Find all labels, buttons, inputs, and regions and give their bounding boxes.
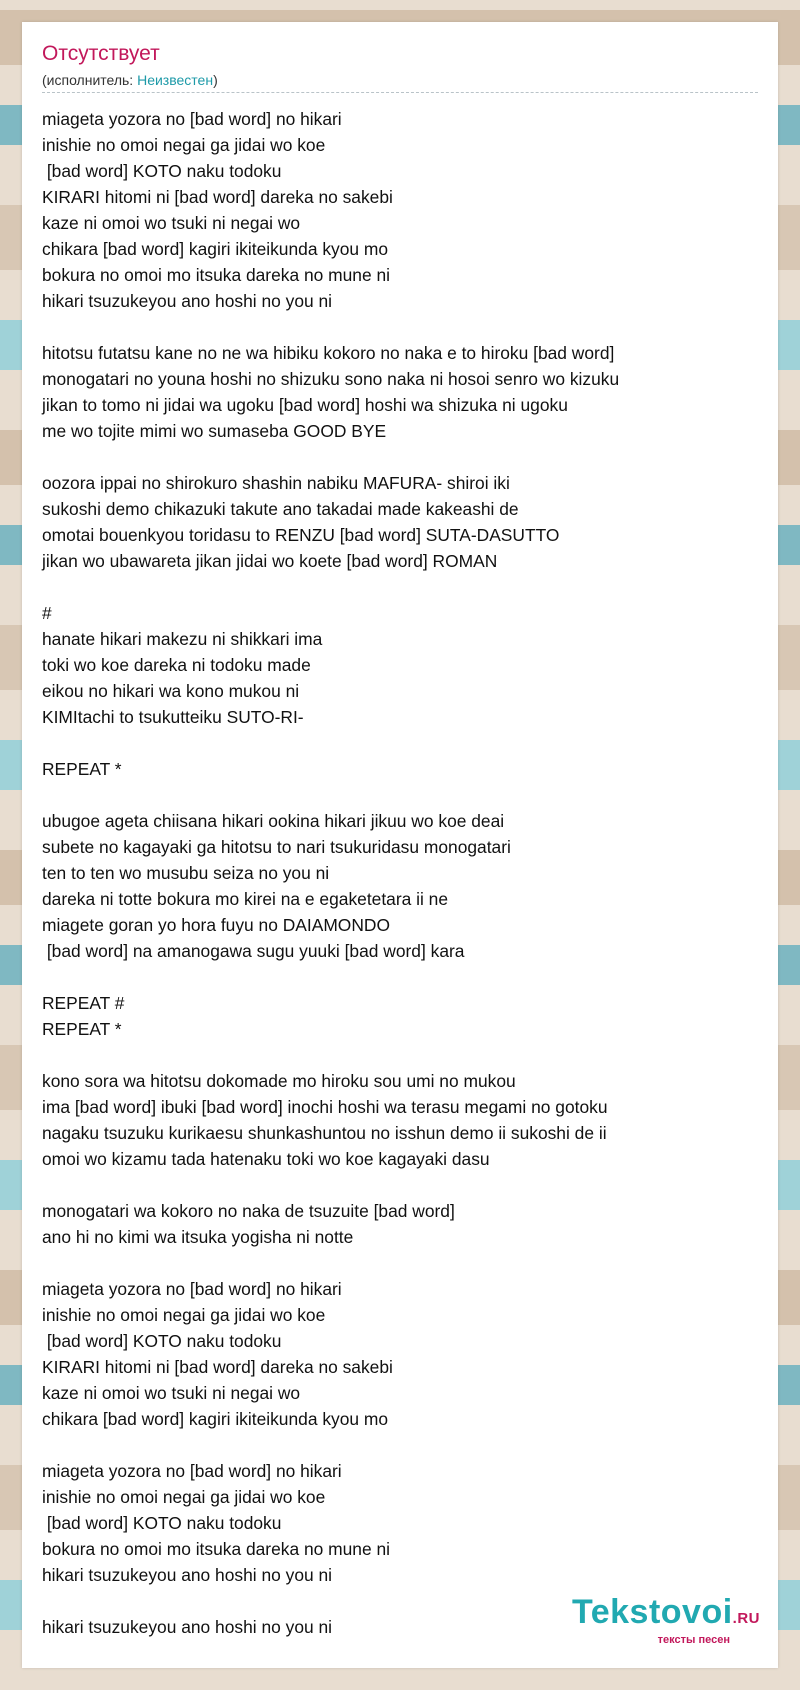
lyrics-line: eikou no hikari wa kono mukou ni (42, 681, 300, 701)
lyrics-line: kono sora wa hitotsu dokomade mo hiroku sou umi no mukou (42, 1071, 516, 1091)
lyrics-blank-line (42, 730, 758, 756)
site-logo[interactable] (572, 1595, 760, 1646)
lyrics-line: monogatari no youna hoshi no shizuku sono naka ni hosoi senro wo kizuku (42, 369, 620, 389)
lyrics-line: chikara [bad word] kagiri ikiteikunda kyou mo (42, 1409, 389, 1429)
lyrics-line: # (42, 603, 52, 623)
lyrics-line: REPEAT * (42, 759, 122, 779)
artist-suffix: ) (213, 72, 218, 88)
lyrics-blank-line (42, 782, 758, 808)
lyrics-blank-line (42, 964, 758, 990)
lyrics-line: ima [bad word] ibuki [bad word] inochi hoshi wa terasu megami no gotoku (42, 1097, 608, 1117)
lyrics-blank-line (42, 314, 758, 340)
lyrics-line: hikari tsuzukeyou ano hoshi no you ni (42, 291, 333, 311)
lyrics-line: miageta yozora no [bad word] no hikari (42, 1279, 342, 1299)
lyrics-line: oozora ippai no shirokuro shashin nabiku MAFURA- shiroi iki (42, 473, 510, 493)
lyrics-line: [bad word] na amanogawa sugu yuuki [bad word] kara (42, 941, 465, 961)
lyrics-line: me wo tojite mimi wo sumaseba GOOD BYE (42, 421, 387, 441)
lyrics-line: hanate hikari makezu ni shikkari ima (42, 629, 323, 649)
logo-wordmark (572, 1595, 760, 1636)
header-divider (42, 92, 758, 93)
lyrics-line: inishie no omoi negai ga jidai wo koe (42, 1305, 326, 1325)
lyrics-blank-line (42, 444, 758, 470)
lyrics-line: bokura no omoi mo itsuka dareka no mune ni (42, 265, 391, 285)
lyrics-line: sukoshi demo chikazuki takute ano takadai made kakeashi de (42, 499, 519, 519)
lyrics-line: chikara [bad word] kagiri ikiteikunda kyou mo (42, 239, 389, 259)
logo-tagline: тексты песен (657, 1634, 730, 1646)
lyrics-line: REPEAT * (42, 1019, 122, 1039)
lyrics-line: miageta yozora no [bad word] no hikari (42, 109, 342, 129)
lyrics-blank-line (42, 574, 758, 600)
lyrics-line: hikari tsuzukeyou ano hoshi no you ni (42, 1617, 333, 1637)
lyrics-line: jikan to tomo ni jidai wa ugoku [bad word] hoshi wa shizuka ni ugoku (42, 395, 568, 415)
lyrics-text (42, 106, 758, 1640)
lyrics-line: [bad word] KOTO naku todoku (42, 161, 282, 181)
lyrics-blank-line (42, 1172, 758, 1198)
lyrics-line: inishie no omoi negai ga jidai wo koe (42, 135, 326, 155)
lyrics-blank-line (42, 1042, 758, 1068)
logo-main-text: Tekstovoi (571, 1593, 733, 1631)
lyrics-line: KIRARI hitomi ni [bad word] dareka no sakebi (42, 1357, 393, 1377)
lyrics-blank-line (42, 1432, 758, 1458)
lyrics-line: hitotsu futatsu kane no ne wa hibiku kokoro no naka e to hiroku [bad word] (42, 343, 615, 363)
lyrics-blank-line (42, 1250, 758, 1276)
artist-prefix: (исполнитель: (42, 72, 138, 88)
lyrics-line: hikari tsuzukeyou ano hoshi no you ni (42, 1565, 333, 1585)
artist-line (42, 72, 218, 88)
lyrics-line: monogatari wa kokoro no naka de tsuzuite [bad word] (42, 1201, 455, 1221)
lyrics-line: subete no kagayaki ga hitotsu to nari tsukuridasu monogatari (42, 837, 511, 857)
lyrics-card (22, 22, 778, 1668)
lyrics-line: [bad word] KOTO naku todoku (42, 1513, 282, 1533)
lyrics-line: ano hi no kimi wa itsuka yogisha ni notte (42, 1227, 354, 1247)
lyrics-line: jikan wo ubawareta jikan jidai wo koete [bad word] ROMAN (42, 551, 498, 571)
artist-link[interactable]: Неизвестен (137, 72, 214, 88)
lyrics-line: inishie no omoi negai ga jidai wo koe (42, 1487, 326, 1507)
logo-domain-suffix: .RU (732, 1610, 760, 1627)
lyrics-line: kaze ni omoi wo tsuki ni negai wo (42, 1383, 301, 1403)
lyrics-line: miagete goran yo hora fuyu no DAIAMONDO (42, 915, 390, 935)
lyrics-line: bokura no omoi mo itsuka dareka no mune ni (42, 1539, 391, 1559)
song-title: Отсутствует (42, 42, 160, 65)
lyrics-line: kaze ni omoi wo tsuki ni negai wo (42, 213, 301, 233)
lyrics-line: KIMItachi to tsukutteiku SUTO-RI- (42, 707, 304, 727)
lyrics-line: dareka ni totte bokura mo kirei na e egaketetara ii ne (42, 889, 449, 909)
lyrics-line: ubugoe ageta chiisana hikari ookina hikari jikuu wo koe deai (42, 811, 505, 831)
lyrics-line: toki wo koe dareka ni todoku made (42, 655, 311, 675)
lyrics-line: miageta yozora no [bad word] no hikari (42, 1461, 342, 1481)
lyrics-line: omotai bouenkyou toridasu to RENZU [bad word] SUTA-DASUTTO (42, 525, 560, 545)
lyrics-line: KIRARI hitomi ni [bad word] dareka no sakebi (42, 187, 393, 207)
lyrics-line: ten to ten wo musubu seiza no you ni (42, 863, 330, 883)
lyrics-line: omoi wo kizamu tada hatenaku toki wo koe kagayaki dasu (42, 1149, 490, 1169)
lyrics-line: nagaku tsuzuku kurikaesu shunkashuntou no isshun demo ii sukoshi de ii (42, 1123, 607, 1143)
lyrics-line: REPEAT # (42, 993, 125, 1013)
lyrics-line: [bad word] KOTO naku todoku (42, 1331, 282, 1351)
